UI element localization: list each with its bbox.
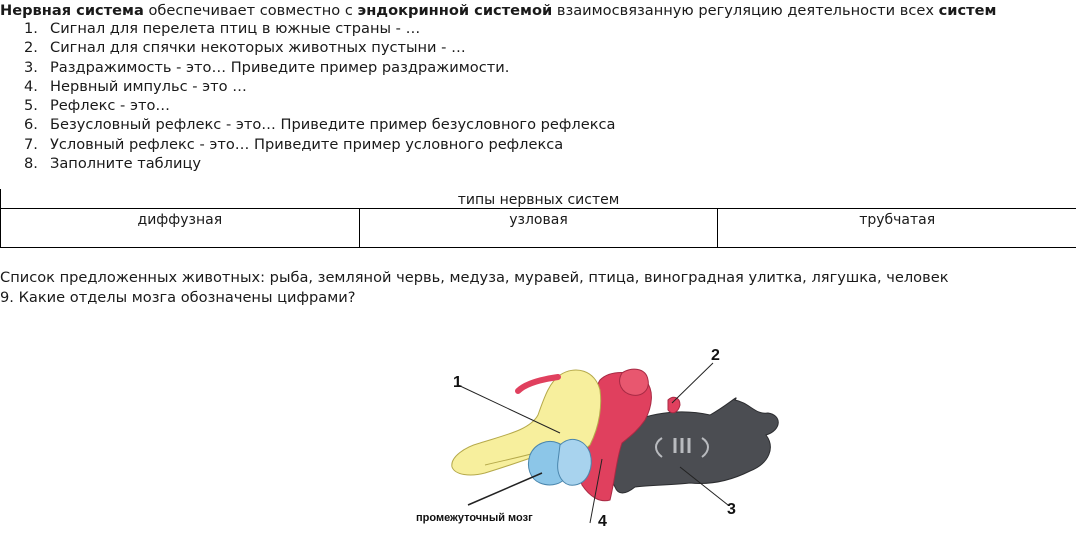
question-text: Условный рефлекс - это… Приведите пример условного рефлекса [50,135,564,153]
intro-part2: взаимосвязанную регуляцию деятельности всех [552,2,939,19]
question-item [0,154,615,173]
question-item [0,77,615,96]
table-cell-nodal: узловая [359,209,718,247]
label-4: 4 [598,513,607,530]
question-item [0,19,615,38]
label-3: 3 [727,501,736,518]
diencephalon-caption: промежуточный мозг [416,512,533,524]
nervous-systems-table [0,189,1076,248]
animals-list-text: Список предложенных животных: рыба, земляной червь, медуза, муравей, птица, виноградная улитка, лягушка, человек [0,269,949,286]
question-number: 4. [24,77,38,95]
table-row [0,208,1076,248]
question-text: Сигнал для перелета птиц в южные страны - … [50,20,421,37]
question-number: 2. [24,39,38,57]
question-text: Раздражимость - это… Приведите пример раздражимости. [50,58,510,76]
table-caption: типы нервных систем [0,189,1076,208]
animals-block [0,268,949,307]
brain-diagram [410,335,790,540]
question-item [0,115,615,134]
question-item [0,96,615,115]
question-text: Заполните таблицу [50,155,202,173]
question-number: 5. [24,97,38,115]
table-cell-tubular: трубчатая [717,209,1076,247]
table-cell-diffuse: диффузная [0,209,359,247]
question-number: 8. [24,155,38,173]
intro-term: Нервная система [0,2,144,19]
question-9: 9. Какие отделы мозга обозначены цифрами? [0,288,356,306]
question-item [0,38,615,57]
label-1: 1 [453,374,462,391]
question-list [0,19,615,173]
question-number: 7. [24,135,38,153]
question-text: Нервный импульс - это … [50,77,247,95]
intro-term2: эндокринной системой [357,2,553,19]
label-2: 2 [711,347,720,364]
question-item [0,58,615,77]
question-number: 1. [24,20,38,37]
question-text: Рефлекс - это… [50,97,170,115]
question-text: Безусловный рефлекс - это… Приведите пример безусловного рефлекса [50,116,616,134]
diencephalon-shape [528,439,591,485]
question-number: 3. [24,58,38,76]
intro-part1: обеспечивает совместно с [143,2,358,19]
intro-term3: систем [938,2,997,19]
question-item [0,135,615,154]
question-text: Сигнал для спячки некоторых животных пустыни - … [50,39,466,57]
question-number: 6. [24,116,38,134]
intro-paragraph [0,1,1078,20]
